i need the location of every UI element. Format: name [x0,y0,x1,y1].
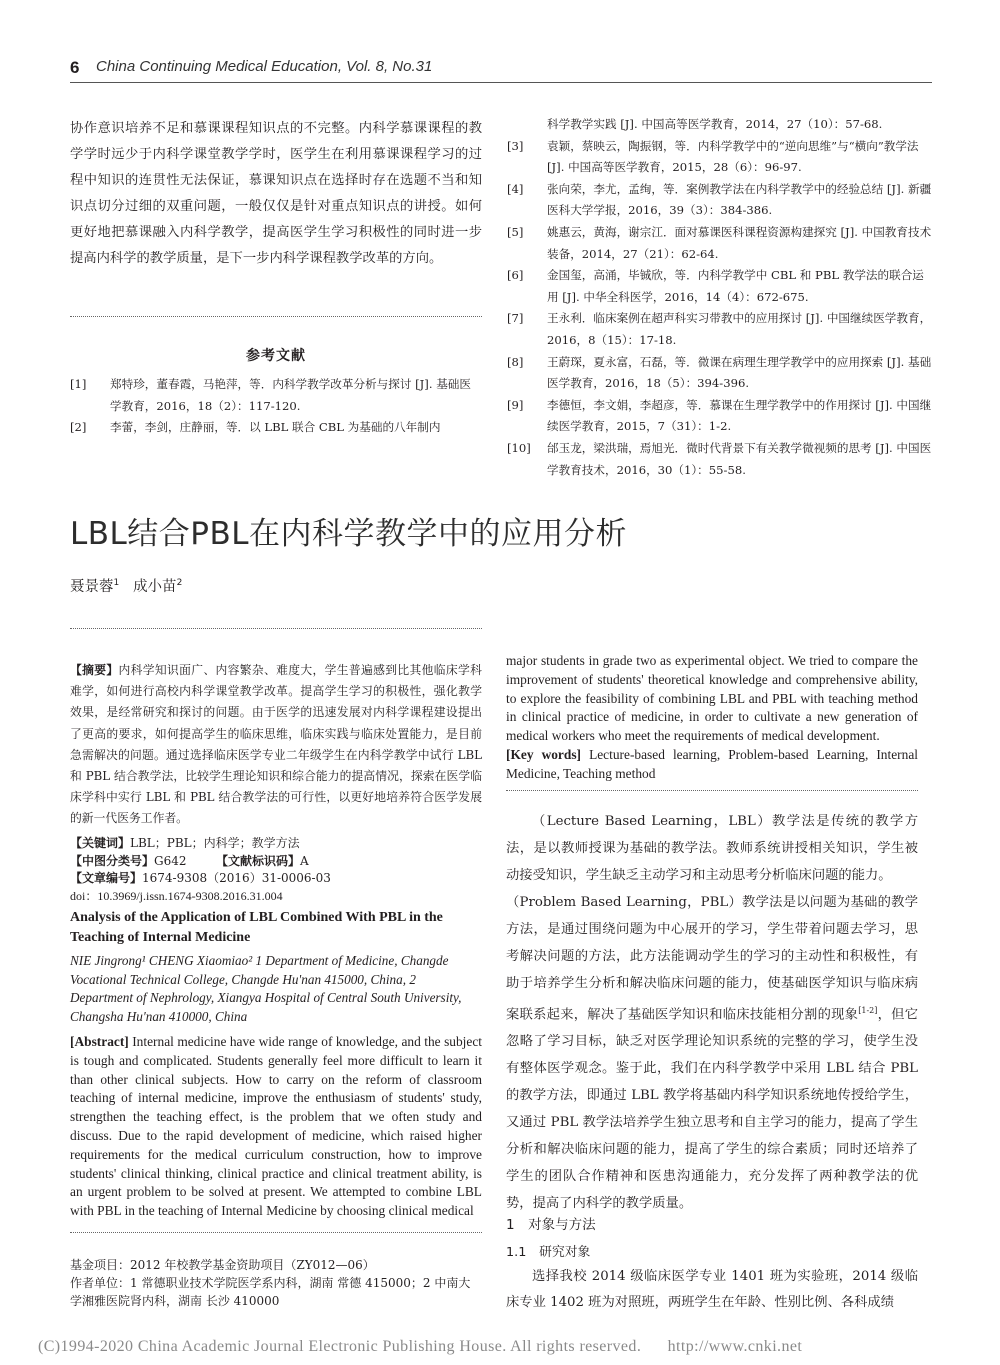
article-title: LBL结合PBL在内科学教学中的应用分析 [70,516,628,552]
reference-number: [3] [507,138,524,153]
reference-item [507,265,935,308]
reference-text: 邰玉龙，梁洪瑞，焉旭光．微时代背景下有关教学微视频的思考 [J]. 中国医学教育技术，2016，30（1）：55-58. [547,440,932,477]
header-rule [70,82,932,83]
reference-item [70,417,482,439]
clc: G642 [154,853,187,868]
article-authors [70,575,182,596]
article-no-row [70,870,482,888]
copyright-footer [38,1338,802,1356]
footnote [70,1256,482,1310]
reference-number: [10] [507,440,531,455]
reference-item [70,374,482,417]
keywords: LBL；PBL；内科学；教学方法 [130,836,300,850]
section-text [506,1264,918,1316]
divider [70,628,482,629]
article-no-label: 【文章编号】 [70,871,143,885]
reference-number: [8] [507,354,524,369]
fund: 2012 年校教学基金资助项目（ZY012—06） [130,1258,375,1272]
keywords-row [70,835,482,853]
english-authors: NIE Jingrong¹ CHENG Xiaomiao² 1 Department of Medicine, Changde Vocational Technical College, Changde Hu'nan 415000, China, 2 Department of Nephrology, Xiangya Hospital of Central South University, Changsha Hu'nan 410000, China [70,953,462,1024]
divider [70,1232,482,1233]
reference-number: [6] [507,268,524,283]
reference-text: 李德恒，李文娟，李超彦，等．慕课在生理学教学中的作用探讨 [J]. 中国继续医学教育，2015，7（31）：1-2. [547,397,932,434]
affil-row [70,1274,482,1310]
reference-item [507,395,935,438]
divider [70,316,482,317]
doi: doi：10.3969/j.issn.1674-9308.2016.31.004 [70,888,283,903]
intro-p2a: （Problem Based Learning，PBL）教学法是以问题为基础的教学方法，是通过围绕问题为中心展开的学习，学生带着问题去学习，思考解决问题的方法，此方法能调动学生的学习的主动性和积极性，有助于培养学生分析和解决临床问题的能力，使基础医学知识与临床病案联系起来，解决了基础医学知识和临床技能相分割的现象 [506,895,918,1023]
reference-item [507,308,935,351]
doc-code: A [300,853,309,868]
reference-number: [7] [507,311,524,326]
author-1: 聂景蓉 [70,579,114,595]
intro-text [506,808,918,1217]
reference-text: 姚惠云，黄海，谢宗江．面对慕课医科课程资源构建探究 [J]. 中国教育技术装备，2014，27（21）：62-64. [547,224,932,261]
reference-number: [1] [70,377,87,391]
reference-text: 王永利．临床案例在超声科实习带教中的应用探讨 [J]. 中国继续医学教育，2016，8（15）：17-18. [547,311,932,347]
article-no: 1674-9308（2016）31-0006-03 [142,871,331,885]
doc-code-label: 【文献标识码】 [216,853,301,868]
reference-item [507,222,935,265]
reference-item [507,179,935,222]
intro-paragraph-1: （Lecture Based Learning，LBL）教学法是传统的教学方法，是以教师授课为基础的教学法。教师系统讲授相关知识，学生被动接受知识，学生缺乏主动学习和主动思考分析临床问题的能力。 [506,814,918,883]
cnki-link[interactable]: http://www.cnki.net [667,1338,803,1355]
reference-text: 袁颖，蔡映云，陶振钢，等．内科学教学中的“逆向思维”与“横向”教学法 [J]. 中国高等医学教育，2015，28（6）：96-97. [547,138,919,175]
affil: 1 常德职业技术学院医学系内科，湖南 常德 415000；2 中南大学湘雅医院肾内科，湖南 长沙 410000 [70,1276,471,1308]
abstract-cn-text: 内科学知识面广、内容繁杂、难度大，学生普遍感到比其他临床学科难学，如何进行高校内科学课堂教学改革。提高学生学习的积极性，强化教学效果，是经常研究和探讨的问题。由于医学的迅速发展对内科学课程建设提出了更高的要求，如何提高学生的临床思维，临床实践与临床处置能力，是目前急需解决的问题。通过选择临床医学专业二年级学生在内科学教学中试行 LBL 和 PBL 结合教学法，比较学生理论知识和综合能力的提高情况，探索在医学临床学科中实行 LBL 和 PBL 结合教学法的可行性，以更好地培养符合医学发展的新一代医务工作者。 [70,663,482,826]
affil-label: 作者单位： [70,1276,131,1290]
fund-row [70,1256,482,1274]
page-number: 6 [70,58,80,77]
english-keywords-label: [Key words] [506,746,581,762]
clc-row [70,853,482,871]
reference-number: [5] [507,224,524,239]
abstract-cn [70,660,482,830]
reference-text: 张向荣，李尤，孟绚，等．案例教学法在内科学教学中的经验总结 [J]. 新疆医科大学学报，2016，39（3）：384-386. [547,181,932,218]
prev-paragraph-text: 协作意识培养不足和慕课课程知识点的不完整。内科学慕课课程的教学学时远少于内科学课堂教学学时，医学生在利用慕课课程学习的过程中知识的连贯性无法保证，慕课知识点在选择时存在选题不当和知识点切分过细的双重问题，一般仅仅是针对重点知识点的讲授。如何更好地把慕课融入内科学教学，提高医学生学习积极性的同时进一步提高内科学的教学质量，是下一步内科学课程教学改革的方向。 [70,121,482,266]
references-title: 参考文献 [246,347,306,363]
reference-item [507,438,935,481]
section-paragraph: 选择我校 2014 级临床医学专业 1401 班为实验班，2014 级临床专业 1402 班为对照班，两班学生在年龄、性别比例、各科成绩 [506,1269,918,1310]
citation: [1-2] [858,1006,878,1015]
copyright-text: (C)1994-2020 China Academic Journal Electronic Publishing House. All rights reserved. [38,1338,642,1355]
references-right [507,114,935,481]
intro-paragraph-2 [506,889,918,1217]
english-abstract-cont: major students in grade two as experimental object. We tried to compare the improvement of students' theoretical knowledge and comprehensive ability, to explore the feasibility of combining LBL and PBL with teaching method in clinical practice of medicine, in order to cultivate a new generation of medical workers who meet the requirements of medical development. [506,653,918,744]
reference-number: [9] [507,397,524,412]
section-heading-1-1: 1.1 研究对象 [506,1245,591,1260]
reference-number: [4] [507,181,524,196]
reference-text: 科学教学实践 [J]. 中国高等医学教育，2014，27（10）：57-68. [547,117,883,131]
reference-text: 金国玺，高涌，毕铖欣，等．内科学教学中 CBL 和 PBL 教学法的联合运用 [J]. 中华全科医学，2016，14（4）：672-675. [547,268,924,304]
author-2-sup: 2 [176,578,183,589]
author-2: 成小苗 [133,579,177,595]
references-left [70,374,482,439]
fund-label: 基金项目： [70,1258,131,1272]
article-meta [70,835,482,905]
section-heading-1: 1 对象与方法 [506,1217,596,1233]
prev-article-paragraph [70,116,482,272]
reference-item [507,136,935,179]
reference-item [507,114,935,136]
english-abstract-label: [Abstract] [70,1034,129,1049]
reference-text: 郑特珍，董春霞，马艳萍，等．内科学教学改革分析与探讨 [J]. 基础医学教育，2016，18（2）：117-120. [110,377,471,413]
english-title: Analysis of the Application of LBL Combined With PBL in the Teaching of Internal Medicine [70,910,443,945]
reference-item [507,352,935,395]
english-abstract-text: Internal medicine have wide range of knowledge, and the subject is tough and complicated. Students generally feel more difficult to learn it than other clinical subjects. How to carry on the reform of classroom teaching of internal medicine, improve the enthusiasm of students' study, strengthen the teaching effect, is the problem that we often study and discuss. Due to the rapid development of medicine, which raised higher requirements for the medical curriculum construction, how to improve students' clinical thinking, clinical practice and clinical treatment ability, is an urgent problem to be solved at present. We attempted to combine LBL with PBL in the teaching of Internal Medicine by choosing clinical medical [70,1034,482,1219]
english-abstract-right [506,652,918,784]
english-keywords: Lecture-based learning, Problem-based Learning, Internal Medicine, Teaching method [506,746,918,781]
divider [506,790,918,791]
keywords-label: 【关键词】 [70,836,131,850]
journal-name: China Continuing Medical Education, Vol. 8, No.31 [96,58,433,75]
clc-label: 【中图分类号】 [70,853,155,868]
english-abstract-left [70,1033,482,1221]
reference-text: 王蔚琛，夏永富，石磊，等．微课在病理生理学教学中的应用探索 [J]. 基础医学教育，2016，18（5）：394-396. [547,354,932,391]
reference-text: 李蕾，李剑，庄静丽，等．以 LBL 联合 CBL 为基础的八年制内 [110,420,441,435]
author-1-sup: 1 [113,578,120,589]
abstract-cn-label: 【摘要】 [70,663,119,677]
reference-number: [2] [70,420,87,435]
intro-p2b: ，但它忽略了学习目标，缺乏对医学理论知识系统的完整的学习，使学生没有整体医学观念。鉴于此，我们在内科学教学中采用 LBL 结合 PBL 的教学方法，即通过 LBL 教学将基础内科学知识系统地传授给学生，又通过 PBL 教学法培养学生独立思考和自主学习的能力，提高了学生分析和解决临床问题的能力，提高了学生的综合素质；同时还培养了学生的团队合作精神和医患沟通能力，充分发挥了两种教学法的优势，提高了内科学的教学质量。 [506,1007,919,1212]
